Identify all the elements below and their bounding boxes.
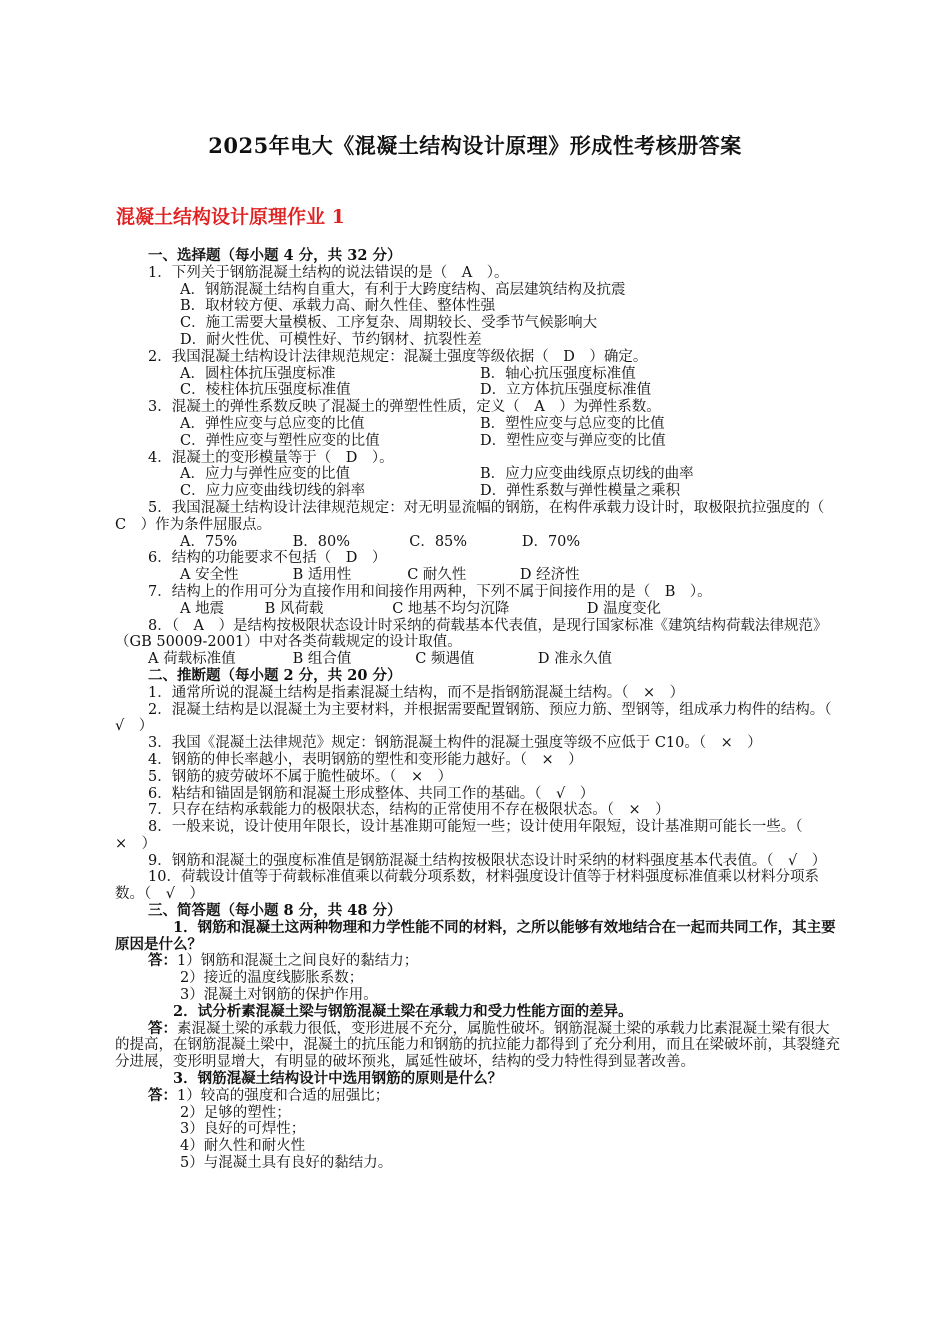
option: B．塑性应变与总应变的比值: [480, 415, 665, 432]
option: A．钢筋混凝土结构自重大，有利于大跨度结构、高层建筑结构及抗震: [180, 281, 626, 298]
answer-line: 3）混凝土对钢筋的保护作用。: [180, 987, 378, 1004]
judgement-item: 1．通常所说的混凝土结构是指素混凝土结构，而不是指钢筋混凝土结构。（ × ）: [148, 684, 685, 701]
short-question: 3．钢筋混凝土结构设计中选用钢筋的原则是什么？: [173, 1070, 503, 1088]
answer-text: 1）钢筋和混凝土之间良好的黏结力；: [177, 953, 419, 970]
answer-line: 2）接近的温度线膨胀系数；: [180, 970, 364, 987]
section-heading-choice: 一、选择题（每小题 4 分，共 32 分）: [148, 247, 402, 264]
answer-line: 2）足够的塑性；: [180, 1104, 291, 1121]
judgement-item: 2．混凝土结构是以混凝土为主要材料，并根据需要配置钢筋、预应力筋、型钢等，组成承力构件的结构。（ √ ）: [115, 701, 846, 735]
option: A．75%: [180, 533, 238, 550]
option-row: [115, 567, 840, 584]
answer-line: 4）耐久性和耐火性: [180, 1138, 306, 1155]
answer-line: [115, 1088, 840, 1105]
judgement-item: 6．粘结和锚固是钢筋和混凝土形成整体、共同工作的基础。（ √ ）: [148, 785, 595, 802]
answer-label: 答：: [148, 1019, 177, 1037]
answer-line: 3）良好的可焊性；: [180, 1121, 306, 1138]
answer-text: 素混凝土梁的承载力很低，变形进展不充分，属脆性破坏。钢筋混凝土梁的承载力比素混凝土梁有很大的提高，在钢筋混凝土梁中，混凝土的抗压能力和钢筋的抗拉能力都得到了充分利用，而且在梁破坏前，其裂缝充分进展，变形明显增大，有明显的破坏预兆，属延性破坏，结构的受力特性得到显著改善。: [115, 1020, 840, 1071]
option: D 经济性: [519, 567, 580, 584]
option: A．弹性应变与总应变的比值: [180, 415, 365, 432]
answer-line: [115, 953, 840, 970]
answer-label: 答：: [148, 1086, 177, 1104]
short-question: 2．试分析素混凝土梁与钢筋混凝土梁在承载力和受力性能方面的差异。: [173, 1002, 633, 1020]
answer-text: 1）较高的强度和合适的屈强比；: [177, 1087, 390, 1104]
judgement-item: 4．钢筋的伸长率越小，表明钢筋的塑性和变形能力越好。（ × ）: [148, 751, 583, 768]
option: A．圆柱体抗压强度标准: [180, 365, 336, 382]
option-row: [115, 466, 840, 483]
option: B 组合值: [292, 651, 352, 668]
question-stem: 2．我国混凝土结构设计法律规范规定：混凝土强度等级依据（ D ）确定。: [148, 348, 648, 365]
option: C．85%: [409, 533, 468, 550]
option: D．耐火性优、可模性好、节约钢材、抗裂性差: [180, 331, 482, 348]
judgement-item: 8．一般来说，设计使用年限长，设计基准期可能短一些；设计使用年限短，设计基准期可能长一些。（ × ）: [115, 819, 817, 852]
option: A．应力与弹性应变的比值: [180, 466, 350, 483]
option-row: [115, 534, 840, 551]
assignment-title: 混凝土结构设计原理作业 1: [116, 206, 345, 228]
judgement-item: 3．我国《混凝土法律规范》规定：钢筋混凝土构件的混凝土强度等级不应低于 C10。（ × ）: [148, 735, 762, 752]
document-title: 2025年电大《混凝土结构设计原理》形成性考核册答案: [208, 133, 742, 158]
option: D．70%: [521, 533, 581, 550]
short-question: 1．钢筋和混凝土这两种物理和力学性能不同的材料，之所以能够有效地结合在一起而共同工作，其主要原因是什么？: [115, 918, 836, 953]
option: C．施工需要大量模板、工序复杂、周期较长、受季节气候影响大: [180, 315, 598, 332]
option-row: [115, 433, 840, 450]
question-stem: 8．（ A ）是结构按极限状态设计时采纳的荷载基本代表值，是现行国家标准《建筑结构荷载法律规范》（GB 50009-2001）中对各类荷载规定的设计取值。: [115, 617, 828, 651]
judgement-item: 7．只存在结构承载能力的极限状态，结构的正常使用不存在极限状态。（ × ）: [148, 802, 670, 819]
answer-line: 5）与混凝土具有良好的黏结力。: [180, 1155, 393, 1172]
option: B 适用性: [292, 567, 352, 584]
question-stem: 5．我国混凝土结构设计法律规范规定：对无明显流幅的钢筋，在构件承载力设计时，取极限抗拉强度的（ C ）作为条件屈服点。: [115, 499, 839, 533]
option: C．棱柱体抗压强度标准值: [180, 382, 351, 399]
option: B．80%: [292, 533, 350, 550]
question-stem: 6．结构的功能要求不包括（ D ）: [148, 550, 387, 567]
section-heading-short-answer: 三、简答题（每小题 8 分，共 48 分）: [148, 902, 402, 920]
option: A 安全性: [180, 567, 239, 584]
option: D．立方体抗压强度标准值: [480, 382, 652, 399]
judgement-item: 5．钢筋的疲劳破坏不属于脆性破坏。（ × ）: [148, 768, 453, 785]
option: D 准永久值: [537, 651, 613, 668]
answer-paragraph: [115, 1021, 840, 1071]
question-stem: 3．混凝土的弹性系数反映了混凝土的弹塑性性质，定义（ A ）为弹性系数。: [148, 399, 661, 416]
option: B 风荷载: [264, 600, 324, 617]
option: C．弹性应变与塑性应变的比值: [180, 432, 380, 449]
option: C 地基不均匀沉降: [392, 600, 510, 617]
option: C 频遇值: [415, 651, 475, 668]
option-row: [115, 483, 840, 500]
option-row: [115, 651, 840, 668]
option: C 耐久性: [407, 567, 467, 584]
section-heading-judgement: 二、推断题（每小题 2 分，共 20 分）: [148, 666, 402, 684]
option: D．塑性应变与弹应变的比值: [480, 432, 666, 449]
option-row: [115, 416, 840, 433]
option: B．轴心抗压强度标准值: [480, 365, 636, 382]
judgement-item: 9．钢筋和混凝土的强度标准值是钢筋混凝土结构按极限状态设计时采纳的材料强度基本代表值。（ √ ）: [148, 852, 827, 869]
question-stem: 7．结构上的作用可分为直接作用和间接作用两种，下列不属于间接作用的是（ B ）。: [148, 583, 712, 600]
answer-label: 答：: [148, 952, 177, 970]
question-stem: 4．混凝土的变形模量等于（ D ）。: [148, 449, 394, 466]
option: C．应力应变曲线切线的斜率: [180, 483, 366, 500]
option: A 地震: [180, 600, 225, 617]
option: A 荷载标准值: [148, 651, 236, 668]
option: D 温度变化: [586, 600, 662, 617]
option: B．取材较方便、承载力高、耐久性佳、整体性强: [180, 298, 496, 315]
document-body: [115, 247, 846, 1172]
option: D．弹性系数与弹性模量之乘积: [480, 483, 681, 500]
option-row: [115, 382, 840, 399]
judgement-item: 10．荷载设计值等于荷载标准值乘以荷载分项系数，材料强度设计值等于材料强度标准值乘以材料分项系数。（ √ ）: [115, 869, 819, 903]
option-row: [115, 601, 840, 618]
question-stem: 1．下列关于钢筋混凝土结构的说法错误的是（ A ）。: [148, 264, 509, 281]
option: B．应力应变曲线原点切线的曲率: [480, 466, 694, 483]
option-row: [115, 366, 840, 383]
